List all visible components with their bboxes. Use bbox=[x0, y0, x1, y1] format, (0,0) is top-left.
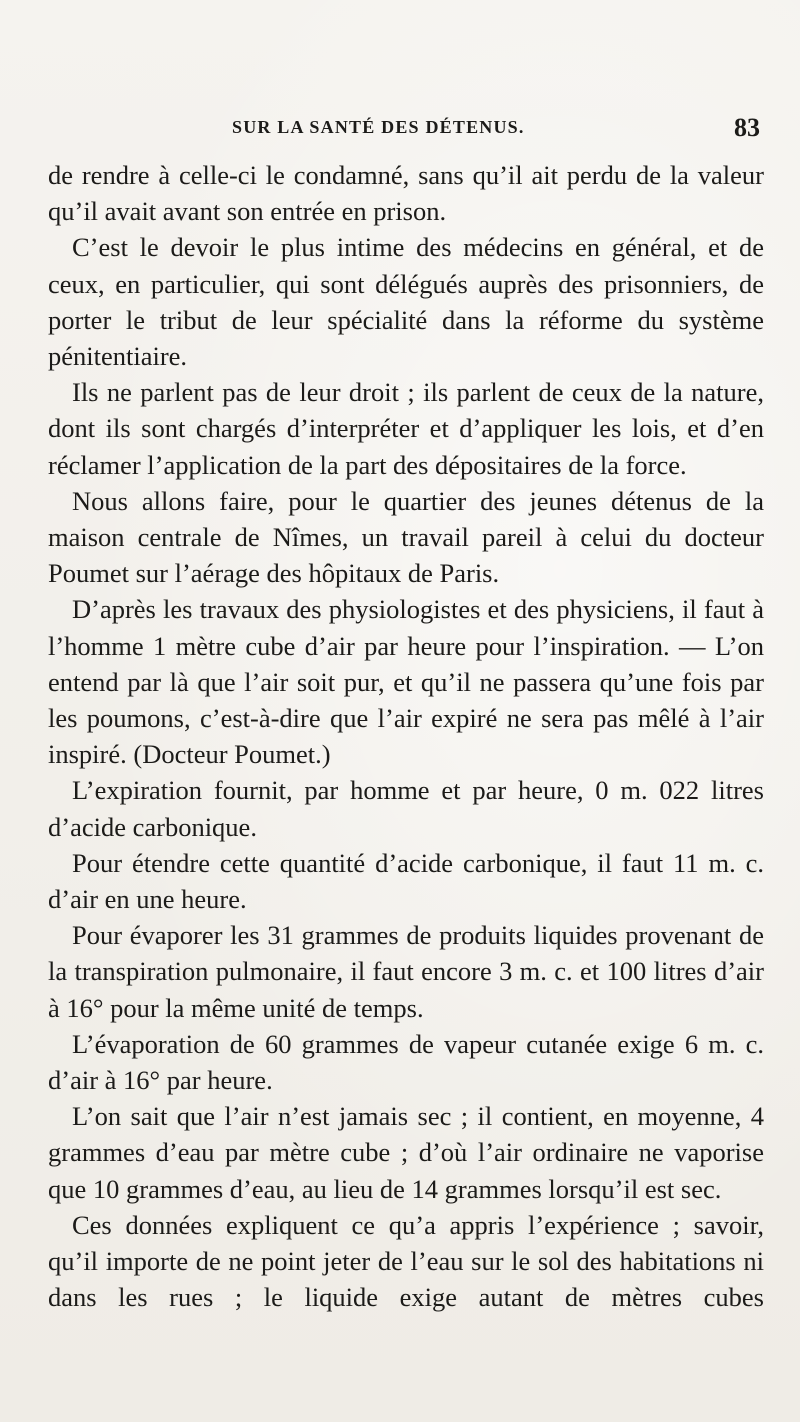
paragraph-8: Pour évaporer les 31 grammes de produits liquides provenant de la transpiration pulmonaire, il faut encore 3 m. c. et 100 litres d’air à 16° pour la même unité de temps. bbox=[48, 920, 764, 1023]
page-number: 83 bbox=[734, 113, 760, 142]
paragraph-5: D’après les travaux des physiologistes et des physiciens, il faut à l’homme 1 mètre cube d’air par heure pour l’inspiration. — L’on entend par là que l’air soit pur, et qu’il ne passera qu’une fois par les poumons, c’est-à-dire que l’air expiré ne sera pas mêlé à l’air inspiré. (Docteur Poumet.) bbox=[48, 594, 764, 770]
paragraph-4: Nous allons faire, pour le quartier des jeunes détenus de la maison centrale de Nîmes, un travail pareil à celui du docteur Poumet sur l’aérage des hôpitaux de Paris. bbox=[48, 485, 764, 589]
paragraph-2: C’est le devoir le plus intime des médecins en général, et de ceux, en particulier, qui sont délégués auprès des prisonniers, de porter le tribut de leur spécialité dans la réforme du système pénitentiaire. bbox=[48, 232, 764, 372]
paragraph-3: Ils ne parlent pas de leur droit ; ils parlent de ceux de la nature, dont ils sont chargés d’interpréter et d’appliquer les lois, et d’en réclamer l’application de la part des dépositaires de la force. bbox=[48, 377, 764, 480]
paragraph-9: L’évaporation de 60 grammes de vapeur cutanée exige 6 m. c. d’air à 16° par heure. bbox=[48, 1028, 764, 1096]
paragraph-10: L’on sait que l’air n’est jamais sec ; il contient, en moyenne, 4 grammes d’eau par mètre cube ; d’où l’air ordinaire ne vaporise que 10 grammes d’eau, au lieu de 14 grammes lorsqu’il est sec. bbox=[48, 1101, 764, 1204]
paragraph-6: L’expiration fournit, par homme et par heure, 0 m. 022 litres d’acide carbonique. bbox=[48, 775, 764, 842]
running-title: SUR LA SANTÉ DES DÉTENUS. bbox=[232, 117, 525, 137]
body-text bbox=[48, 157, 764, 1316]
running-header bbox=[48, 113, 760, 147]
paragraph-7: Pour étendre cette quantité d’acide carbonique, il faut 11 m. c. d’air en une heure. bbox=[48, 847, 764, 915]
paragraph-11: Ces données expliquent ce qu’a appris l’expérience ; savoir, qu’il importe de ne point jeter de l’eau sur le sol des habitations ni dans les rues ; le liquide exige autant de mètres cubes bbox=[48, 1209, 764, 1313]
paragraph-1: de rendre à celle-ci le condamné, sans qu’il ait perdu de la valeur qu’il avait avant son entrée en prison. bbox=[48, 160, 764, 227]
